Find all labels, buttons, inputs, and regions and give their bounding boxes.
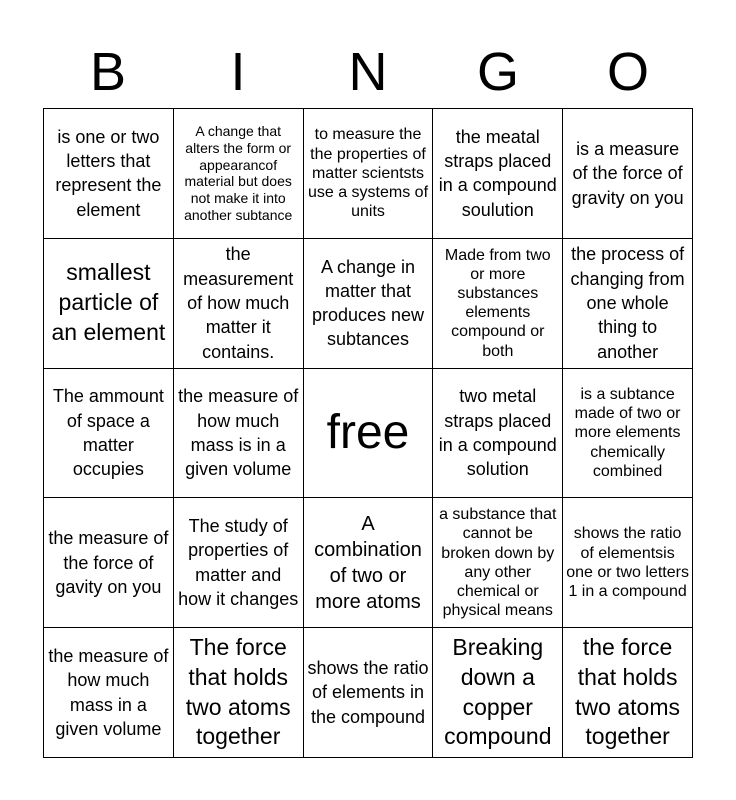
bingo-cell: [174, 239, 304, 369]
cell-text: the force that holds two atoms together: [575, 633, 680, 750]
bingo-cell: [174, 109, 304, 239]
bingo-cell: [44, 109, 174, 239]
cell-text: the measure of how much mass in a given volume: [48, 646, 169, 739]
cell-text: A combination of two or more atoms: [314, 512, 422, 613]
bingo-cell: [433, 369, 563, 499]
free-space-label: free: [326, 406, 410, 460]
cell-text: is a measure of the force of gravity on you: [571, 138, 684, 208]
bingo-cell: [433, 109, 563, 239]
cell-text: the measure of the force of gavity on you: [48, 528, 169, 597]
bingo-cell: [174, 498, 304, 628]
bingo-cell: [563, 239, 693, 369]
free-space-cell: [304, 369, 434, 499]
cell-text: The study of properties of matter and how it changes: [178, 516, 299, 610]
cell-text: to measure the the properties of matter scientsts use a systems of units: [307, 126, 429, 221]
cell-text: shows the ratio of elementsis one or two letters 1 in a compound: [566, 525, 689, 600]
cell-text: the measure of how much mass is in a given volume: [178, 386, 299, 480]
cell-text: A change in matter that produces new subtances: [311, 256, 425, 350]
bingo-cell: [44, 239, 174, 369]
cell-text: The ammount of space a matter occupies: [52, 386, 164, 480]
cell-text: the meatal straps placed in a compound soulution: [438, 126, 557, 220]
bingo-header: [43, 36, 693, 108]
header-letter-b: B: [89, 42, 127, 102]
bingo-cell: [563, 109, 693, 239]
cell-text: is a subtance made of two or more elements chemically combined: [574, 386, 681, 480]
bingo-cell: [44, 498, 174, 628]
header-letter-i: I: [230, 42, 246, 102]
cell-text: A change that alters the form or appearancof material but does not make it into another subtance: [184, 123, 293, 223]
cell-text: the process of changing from one whole thing to another: [570, 244, 685, 362]
cell-text: The force that holds two atoms together: [185, 633, 291, 750]
bingo-cell: [563, 628, 693, 758]
cell-text: Made from two or more substances elements compound or both: [444, 246, 551, 360]
cell-text: a substance that cannot be broken down by any other chemical or physical means: [439, 506, 557, 620]
bingo-cell: [44, 628, 174, 758]
cell-text: smallest particle of an element: [51, 259, 166, 346]
bingo-cell: [563, 369, 693, 499]
header-letter-n: N: [348, 42, 388, 102]
header-letter-o: O: [606, 42, 649, 102]
bingo-grid: [43, 108, 693, 758]
bingo-cell: [304, 239, 434, 369]
bingo-cell: [433, 239, 563, 369]
bingo-cell: [174, 628, 304, 758]
bingo-cell: [174, 369, 304, 499]
cell-text: Breaking down a copper compound: [444, 633, 552, 750]
bingo-cell: [44, 369, 174, 499]
header-letter-g: G: [476, 42, 519, 102]
bingo-cell: [304, 498, 434, 628]
cell-text: two metal straps placed in a compound solution: [438, 386, 557, 480]
bingo-cell: [304, 628, 434, 758]
bingo-cell: [433, 628, 563, 758]
bingo-cell: [563, 498, 693, 628]
cell-text: the measurement of how much matter it contains.: [183, 244, 294, 362]
cell-text: is one or two letters that represent the element: [55, 126, 162, 220]
bingo-cell: [304, 109, 434, 239]
bingo-cell: [433, 498, 563, 628]
cell-text: shows the ratio of elements in the compound: [307, 658, 429, 727]
